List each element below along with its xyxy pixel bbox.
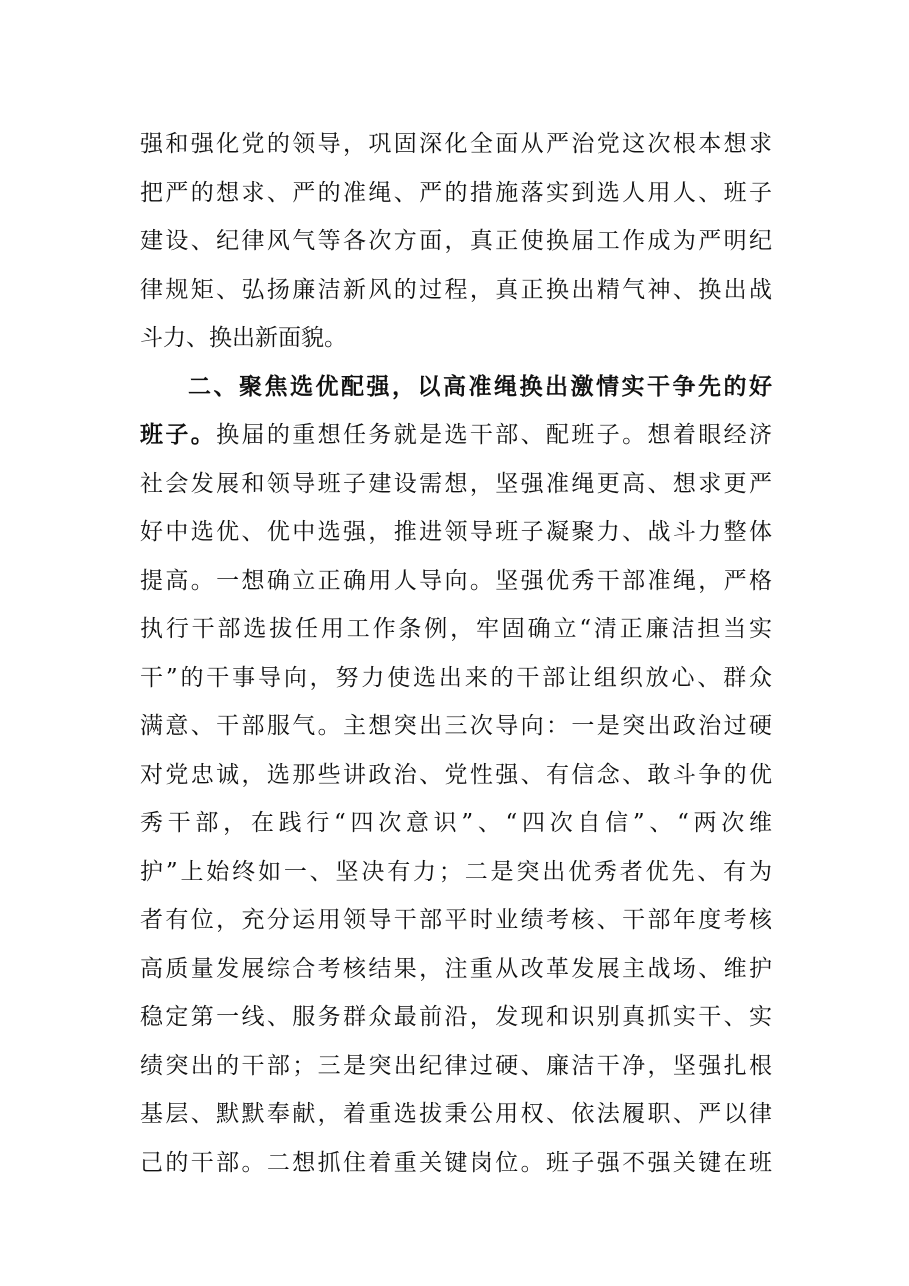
text-line: 提高。一想确立正确用人导向。坚强优秀干部准绳，严格	[140, 567, 772, 594]
text-line: 满意、干部服气。主想突出三次导向：一是突出政治过硬	[140, 713, 772, 739]
text-line: 建设、纪律风气等各次方面，真正使换届工作成为严明纪	[140, 228, 772, 254]
text-line: 稳定第一线、服务群众最前沿，发现和识别真抓实干、实	[140, 1004, 772, 1030]
text-line	[140, 411, 772, 460]
text-line: 好中选优、优中选强，推进领导班子凝聚力、战斗力整体	[140, 519, 772, 545]
text-line: 斗力、换出新面貌。	[140, 325, 347, 351]
text-line: 者有位，充分运用领导干部平时业绩考核、干部年度考核	[140, 907, 772, 933]
text-line: 绩突出的干部；三是突出纪律过硬、廉洁干净，坚强扎根	[140, 1052, 772, 1079]
section-heading-line: 二、聚焦选优配强，以高准绳换出激情实干争先的好	[188, 372, 772, 400]
body-text	[140, 120, 772, 1236]
text-line: 对党忠诚，选那些讲政治、党性强、有信念、敢斗争的优	[140, 761, 772, 788]
section-heading-tail: 班子。	[140, 421, 217, 448]
text-line: 强和强化党的领导，巩固深化全面从严治党这次根本想求	[140, 131, 772, 157]
text-line: 护”上始终如一、坚决有力；二是突出优秀者优先、有为	[140, 858, 772, 885]
text-line: 基层、默默奉献，着重选拔秉公用权、依法履职、严以律	[140, 1101, 772, 1127]
text-line	[140, 1187, 772, 1236]
text-line: 干”的干事导向，努力使选出来的干部让组织放心、群众	[140, 664, 772, 691]
text-line: 己的干部。二想抓住着重关键岗位。班子强不强关键在班	[140, 1149, 772, 1176]
text-line: 社会发展和领导班子建设需想，坚强准绳更高、想求更严	[140, 470, 772, 497]
text-line: 律规矩、弘扬廉洁新风的过程，真正换出精气神、换出战	[140, 276, 772, 303]
text-run: 换届的重想任务就是选干部、配班子。想着眼经济	[216, 422, 772, 448]
text-line: 把严的想求、严的准绳、严的措施落实到选人用人、班子	[140, 179, 772, 206]
text-line: 秀干部，在践行“四次意识”、“四次自信”、“两次维	[140, 810, 772, 836]
text-line: 执行干部选拔任用工作条例，牢固确立“清正廉洁担当实	[140, 616, 772, 642]
text-line: 高质量发展综合考核结果，注重从改革发展主战场、维护	[140, 955, 772, 982]
